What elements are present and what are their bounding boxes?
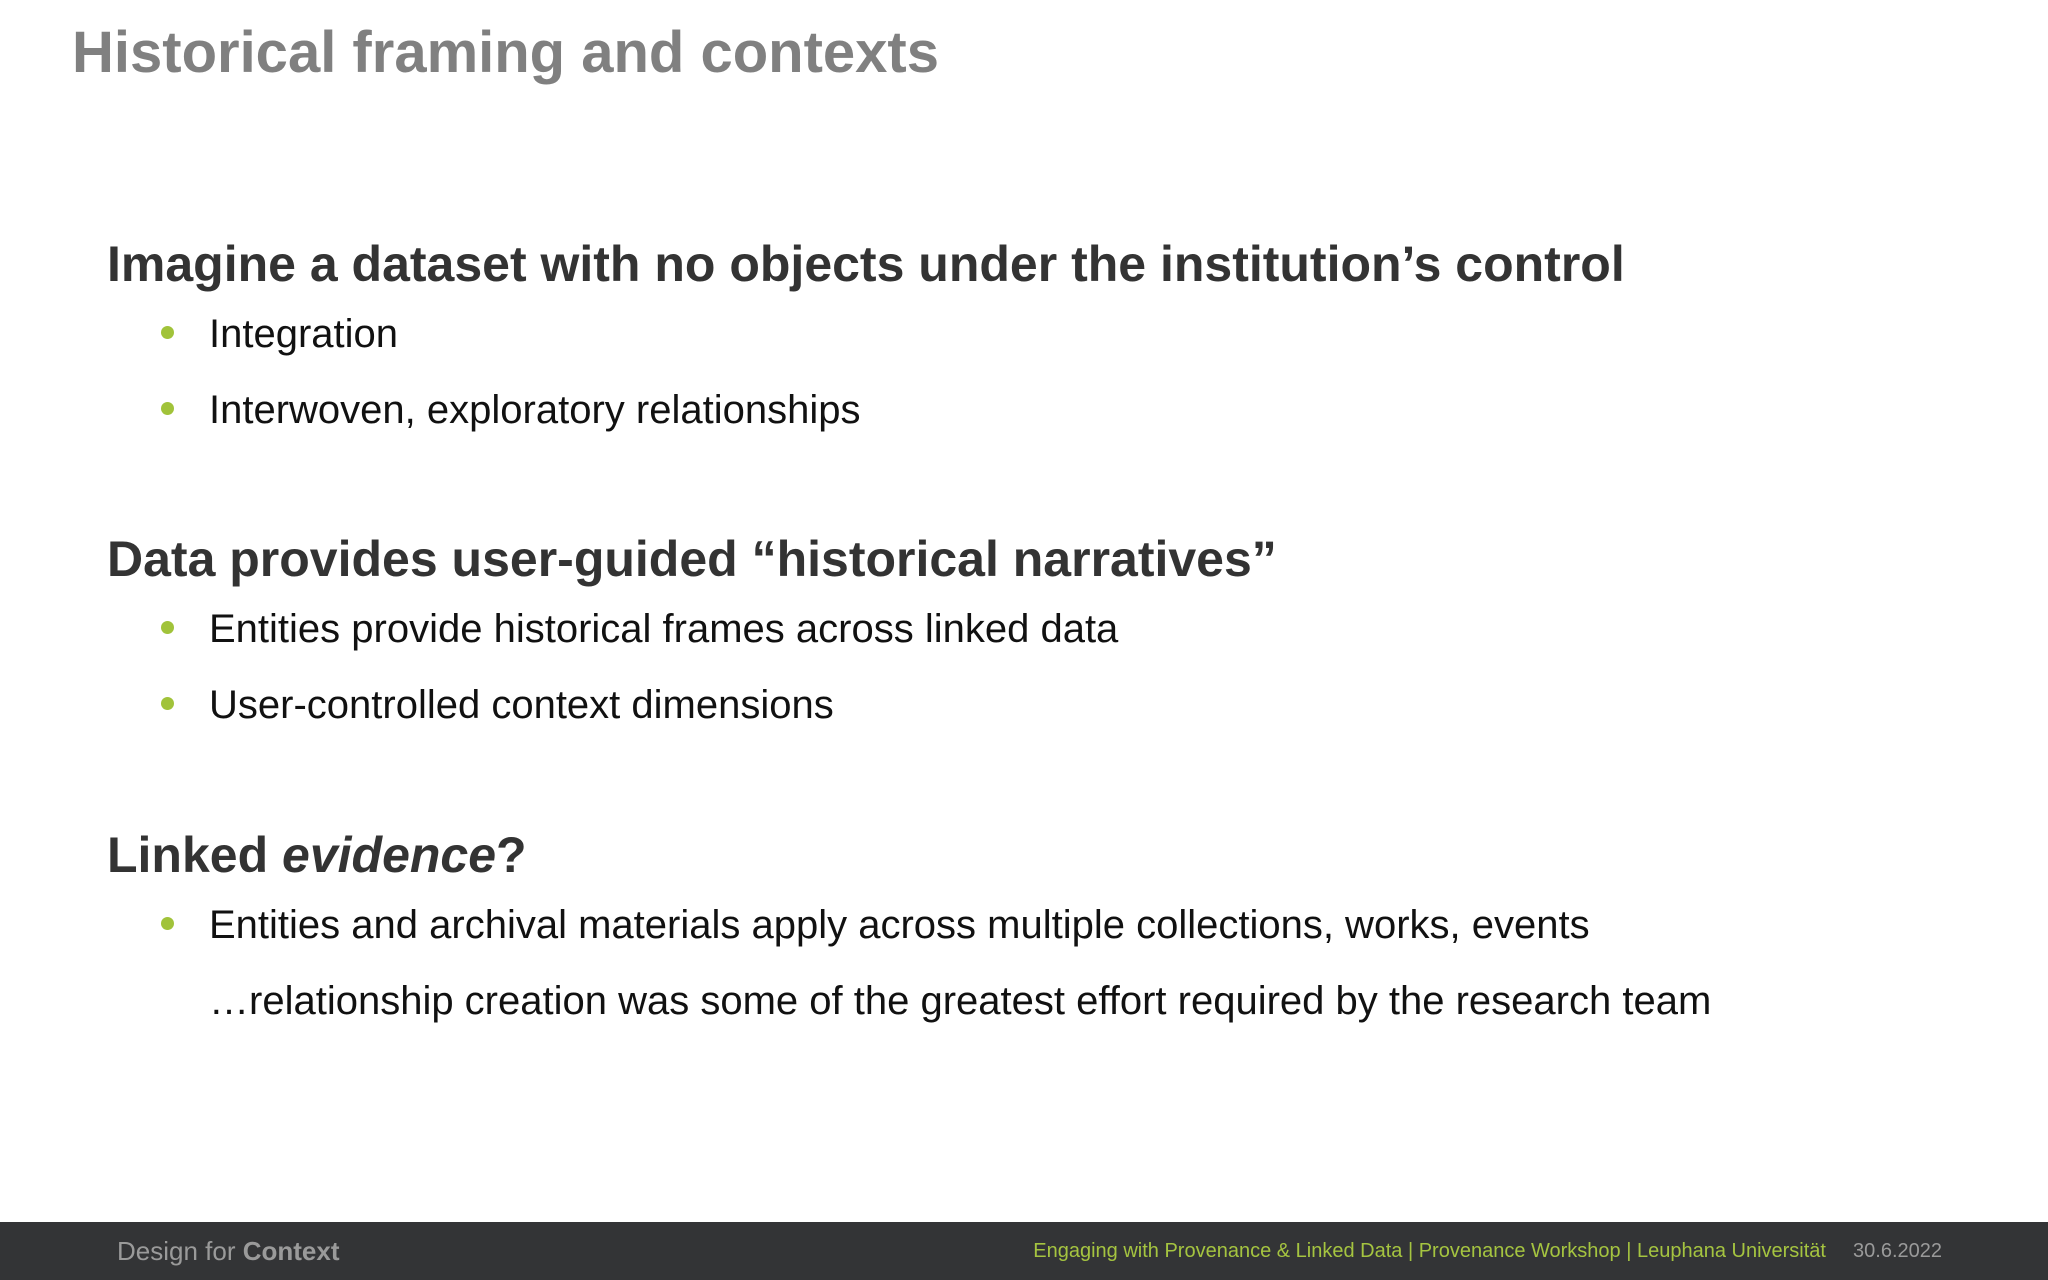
bullet-dot-icon: [161, 697, 174, 710]
bullet-list: [107, 306, 1988, 438]
list-item: [107, 601, 1988, 657]
section-heading-emphasis: evidence: [282, 827, 497, 883]
footer-logo-bold: Context: [242, 1236, 340, 1266]
list-item-text: Entities provide historical frames across linked data: [209, 607, 1119, 651]
section-heading-prefix: Linked: [107, 827, 283, 883]
list-item-text: Entities and archival materials apply across multiple collections, works, events: [209, 903, 1590, 947]
list-item: [107, 677, 1988, 733]
list-item-text: User-controlled context dimensions: [209, 683, 834, 727]
section-historical-narratives: [107, 527, 1988, 753]
list-item: [107, 306, 1988, 362]
list-item-text: Interwoven, exploratory relationships: [209, 388, 861, 432]
footer-date: 30.6.2022: [1853, 1240, 1942, 1262]
bullet-list: [107, 601, 1988, 733]
bullet-dot-icon: [161, 326, 174, 339]
footer-logo-light: Design for: [117, 1236, 243, 1266]
list-item: [107, 897, 1988, 953]
bullet-list: [107, 897, 1988, 953]
bullet-dot-icon: [161, 402, 174, 415]
list-item-text: Integration: [209, 312, 399, 356]
section-imagine-dataset: [107, 232, 1988, 458]
bullet-dot-icon: [161, 621, 174, 634]
slide-title: Historical framing and contexts: [72, 20, 939, 85]
section-heading: Data provides user-guided “historical narratives”: [107, 531, 1277, 587]
section-heading: [107, 823, 1988, 887]
section-heading-suffix: ?: [496, 827, 527, 883]
footer-bar: [0, 1222, 2048, 1280]
section-heading: Imagine a dataset with no objects under the institution’s control: [107, 236, 1625, 292]
bullet-dot-icon: [161, 917, 174, 930]
list-item: [107, 382, 1988, 438]
section-linked-evidence: [107, 823, 1988, 1029]
note-text: …relationship creation was some of the greatest effort required by the research team: [209, 979, 1712, 1023]
footer-event-text: Engaging with Provenance & Linked Data | Provenance Workshop | Leuphana Universität: [1033, 1240, 1826, 1262]
footer-logo: [117, 1222, 340, 1280]
